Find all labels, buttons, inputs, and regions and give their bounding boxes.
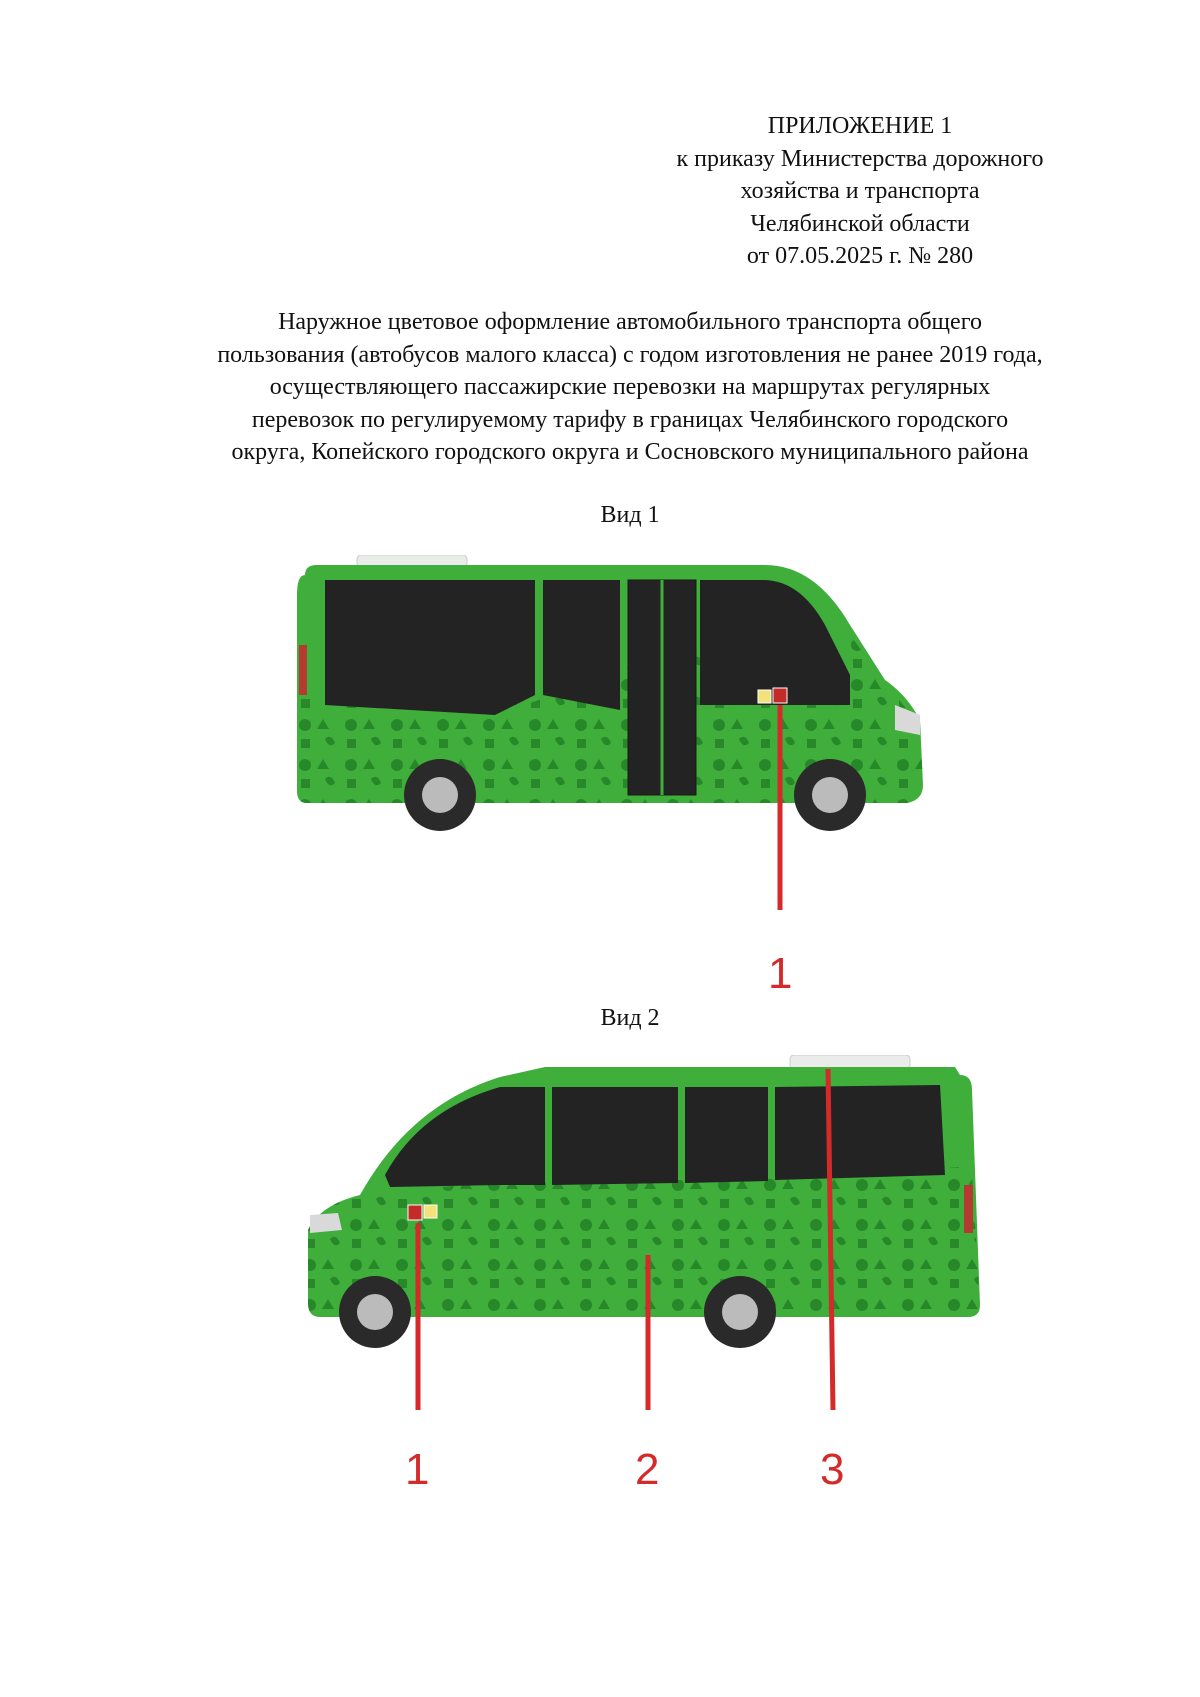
callout-number-view-2-2: 2	[635, 1445, 660, 1494]
callout-number-view-2-3: 3	[820, 1445, 845, 1494]
title-line: Наружное цветовое оформление автомобильного транспорта общего	[278, 309, 982, 335]
view-1-label: Вид 1	[600, 502, 660, 528]
bus-illustration-view-1	[295, 555, 975, 915]
title-line: перевозок по регулируемому тарифу в границах Челябинского городского	[251, 406, 1009, 433]
view-2-label: Вид 2	[600, 1005, 660, 1031]
document-title	[80, 306, 1180, 469]
callout-number-view-1: 1	[768, 949, 793, 998]
appendix-header	[600, 110, 1120, 273]
title-line: пользования (автобусов малого класса) с годом изготовления не ранее 2019 года,	[217, 341, 1043, 368]
ministry-name-line: хозяйства и транспорта	[740, 178, 980, 204]
appendix-title: ПРИЛОЖЕНИЕ 1	[767, 113, 953, 139]
order-reference-line: к приказу Министерства дорожного	[676, 145, 1044, 172]
bus-illustration-view-2	[300, 1055, 1000, 1435]
order-date-number: от 07.05.2025 г. № 280	[746, 243, 974, 269]
region-name-line: Челябинской области	[750, 210, 970, 237]
title-line: осуществляющего пассажирские перевозки на маршрутах регулярных	[269, 374, 991, 400]
title-line: округа, Копейского городского округа и Сосновского муниципального района	[231, 439, 1029, 465]
callout-number-view-2-1: 1	[405, 1445, 430, 1494]
